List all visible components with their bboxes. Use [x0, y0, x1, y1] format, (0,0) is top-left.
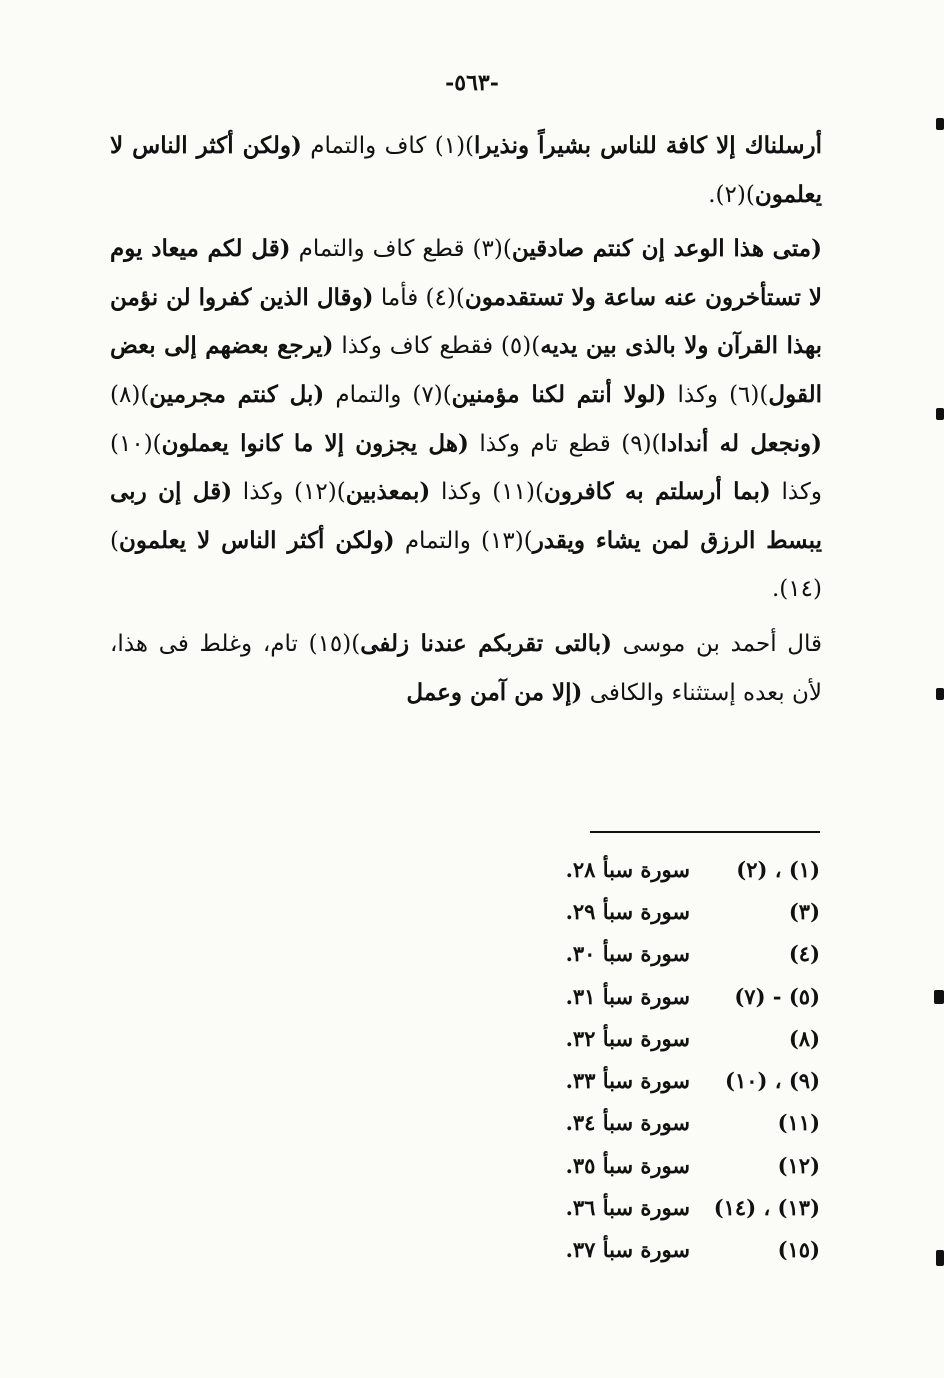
footnote-ref: (٤)	[788, 941, 820, 967]
commentary-text: )(١١) وكذا	[430, 479, 544, 506]
footnote-row	[480, 975, 820, 1017]
footnote-ref: (٥) - (٧)	[734, 983, 820, 1009]
commentary-text: )(١٥) تام، وغلط فى هذا، لأن بعده إستثناء والكافى	[110, 630, 822, 706]
quran-quote: (ولكن أكثر الناس لا يعلمون	[110, 132, 822, 208]
paragraph	[110, 620, 822, 717]
commentary-text: )(٢).	[708, 181, 755, 208]
footnotes	[480, 848, 820, 1271]
paragraph	[110, 122, 822, 219]
quran-quote: (بل كنتم مجرمين	[149, 380, 325, 408]
commentary-text: )(٤) فأما	[373, 284, 465, 311]
footnote-source: سورة سبأ ٣٠.	[565, 941, 690, 967]
footnote-source: سورة سبأ ٣٦.	[565, 1195, 690, 1221]
commentary-text: )(١٢) وكذا	[232, 479, 346, 506]
scan-mark	[936, 408, 944, 420]
quran-quote: (بالتى تقربكم عندنا زلفى	[360, 629, 612, 657]
footnote-row	[480, 890, 820, 932]
scan-mark	[936, 118, 944, 130]
scan-mark	[934, 990, 944, 1004]
footnote-ref: (٩) ، (١٠)	[725, 1068, 820, 1094]
footnote-source: سورة سبأ ٣٢.	[565, 1025, 690, 1051]
footnote-ref: (١) ، (٢)	[736, 856, 820, 882]
quran-quote: (قل إن ربى يبسط الرزق لمن يشاء ويقدر	[110, 478, 822, 554]
quran-quote: (ولكن أكثر الناس لا يعلمون	[118, 526, 395, 554]
commentary-text: )(٥) فقطع كاف وكذا	[333, 333, 541, 360]
footnote-row	[480, 1229, 820, 1271]
footnote-source: سورة سبأ ٣٧.	[565, 1237, 690, 1263]
footnote-row	[480, 1186, 820, 1228]
quran-quote: (بمعذبين	[345, 478, 431, 506]
commentary-text: )(٧) والتمام	[324, 381, 452, 408]
quran-quote: (وقال الذين كفروا لن نؤمن بهذا القرآن ولا بالذى بين يديه	[110, 283, 822, 360]
quran-quote: (لولا أنتم لكنا مؤمنين	[451, 380, 667, 408]
footnote-source: سورة سبأ ٢٩.	[565, 898, 690, 924]
quran-quote: (بما أرسلتم به كافرون	[543, 478, 771, 506]
footnote-ref: (٨)	[788, 1025, 820, 1051]
footnote-row	[480, 1144, 820, 1186]
commentary-text: )(١) كاف والتمام	[301, 133, 475, 159]
footnote-source: سورة سبأ ٣٥.	[565, 1152, 690, 1178]
footnote-source: سورة سبأ ٣٤.	[565, 1110, 690, 1136]
footnote-ref: (١٢)	[777, 1152, 820, 1178]
footnote-ref: (١١)	[777, 1110, 820, 1136]
commentary-text: )(١٠) وكذا	[110, 430, 822, 506]
footnote-source: سورة سبأ ٣١.	[565, 983, 690, 1009]
quran-quote: (هل يجزون إلا ما كانوا يعملون	[161, 429, 469, 457]
scan-mark	[936, 1250, 944, 1266]
footnote-row	[480, 1017, 820, 1059]
commentary-text: قال أحمد بن موسى	[612, 630, 822, 657]
footnote-source: سورة سبأ ٢٨.	[565, 856, 690, 882]
footnote-row	[480, 1059, 820, 1101]
commentary-text: )(٩) قطع تام وكذا	[468, 430, 661, 457]
footnote-ref: (١٥)	[777, 1237, 820, 1263]
quran-quote: (قل لكم ميعاد يوم لا تستأخرون عنه ساعة ولا تستقدمون	[110, 235, 822, 311]
quran-quote: (إلا من آمن وعمل	[406, 678, 583, 706]
commentary-text: )(١٣) والتمام	[394, 527, 533, 554]
quran-quote: (يرجع بعضهم إلى بعض القول	[110, 332, 822, 408]
footnote-ref: (٣)	[788, 898, 820, 924]
footnote-row	[480, 933, 820, 975]
quran-quote: (ونجعل له أندادا	[660, 429, 822, 457]
scan-mark	[936, 688, 944, 700]
footnote-source: سورة سبأ ٣٣.	[565, 1068, 690, 1094]
commentary-text: )(٣) قطع كاف والتمام	[290, 236, 512, 263]
footnote-divider	[590, 831, 820, 833]
commentary-text: )(٦) وكذا	[666, 381, 769, 408]
paragraph	[110, 225, 822, 614]
page-number: -٥٦٣-	[445, 70, 499, 96]
footnote-row	[480, 1102, 820, 1144]
commentary-text: )(٨)	[110, 381, 150, 408]
quran-quote: (متى هذا الوعد إن كنتم صادقين	[511, 235, 822, 263]
footnote-ref: (١٣) ، (١٤)	[713, 1195, 820, 1221]
footnote-row	[480, 848, 820, 890]
body-text	[110, 122, 822, 717]
commentary-text: )(١٤).	[110, 527, 822, 603]
quran-quote: أرسلناك إلا كافة للناس بشيراً ونذيرا	[474, 132, 822, 159]
